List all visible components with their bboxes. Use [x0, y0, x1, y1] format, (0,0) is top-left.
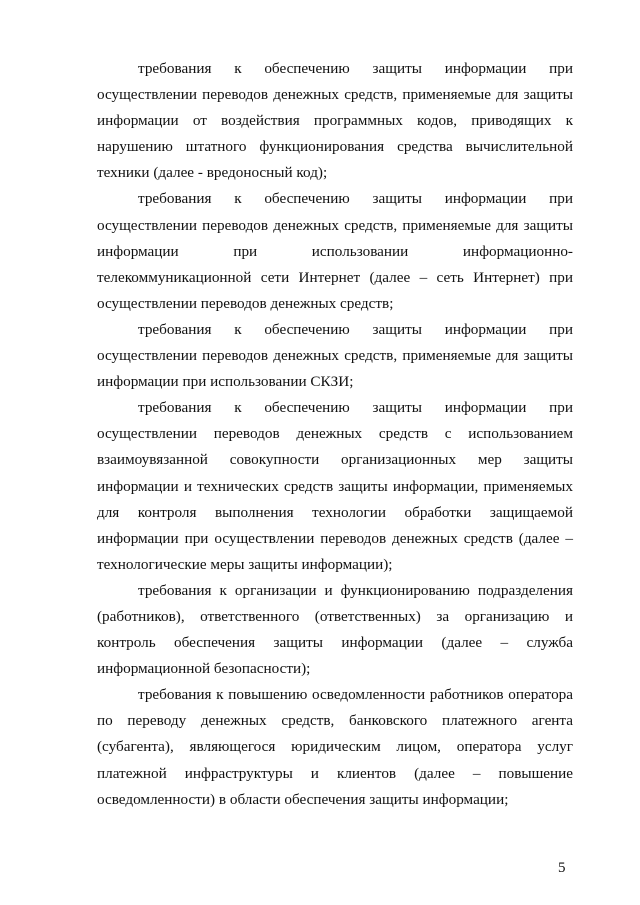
paragraph-malicious-code: требования к обеспечению защиты информации при осуществлении переводов денежных средств, применяемые для защиты информации от воздействия программных кодов, приводящих к нарушению штатного функционирования средства вычислительной техники (далее - вредоносный код);: [97, 60, 573, 182]
paragraph-security-service: требования к организации и функционированию подразделения (работников), ответственного (ответственных) за организацию и контроль обеспечения защиты информации (далее – служба информационной безопасности);: [97, 581, 573, 678]
paragraph-technological-measures: требования к обеспечению защиты информации при осуществлении переводов денежных средств с использованием взаимоувязанной совокупности организационных мер защиты информации и технических средств защиты информации, применяемых для контроля выполнения технологии обработки защищаемой информации при осуществлении переводов денежных средств (далее – технологические меры защиты информации);: [97, 399, 573, 573]
paragraph-skzi: требования к обеспечению защиты информации при осуществлении переводов денежных средств, применяемые для защиты информации при использовании СКЗИ;: [97, 320, 573, 391]
page-number: 5: [558, 860, 566, 876]
document-body: [97, 56, 573, 813]
paragraph-awareness: требования к повышению осведомленности работников оператора по переводу денежных средств, банковского платежного агента (субагента), являющегося юридическим лицом, оператора услуг платежной инфраструктуры и клиентов (далее – повышение осведомленности) в области обеспечения защиты информации;: [97, 686, 573, 808]
paragraph-internet: требования к обеспечению защиты информации при осуществлении переводов денежных средств, применяемые для защиты информации при использовании информационно-телекоммуникационной сети Интернет (далее – сеть Интернет) при осуществлении переводов денежных средств;: [97, 190, 573, 312]
